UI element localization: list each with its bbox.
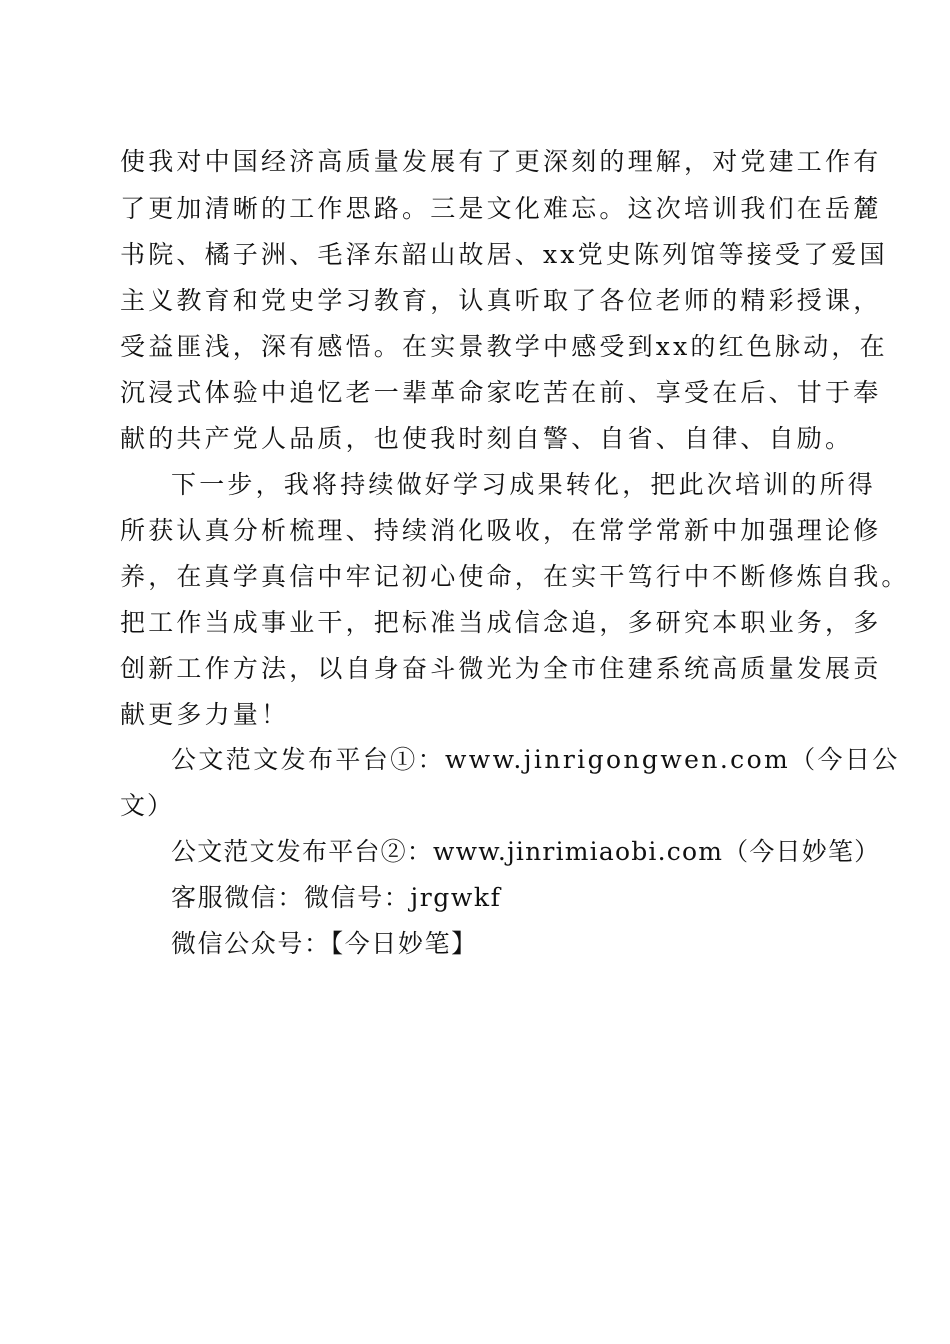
paragraph-start-line: 下一步，我将持续做好学习成果转化，把此次培训的所得 bbox=[171, 470, 877, 499]
body-text-line: 养，在真学真信中牢记初心使命，在实干笃行中不断修炼自我。 bbox=[120, 562, 910, 591]
platform-1-line-continued: 文） bbox=[120, 791, 175, 820]
service-wechat-line: 客服微信：微信号：jrgwkf bbox=[171, 883, 502, 912]
body-text-line: 书院、橘子洲、毛泽东韶山故居、xx党史陈列馆等接受了爱国 bbox=[120, 240, 888, 269]
body-text-line: 了更加清晰的工作思路。三是文化难忘。这次培训我们在岳麓 bbox=[120, 194, 882, 223]
body-text-line: 沉浸式体验中追忆老一辈革命家吃苦在前、享受在后、甘于奉 bbox=[120, 378, 882, 407]
official-account-line: 微信公众号：【今日妙笔】 bbox=[171, 929, 478, 958]
body-text-line: 受益匪浅，深有感悟。在实景教学中感受到xx的红色脉动，在 bbox=[120, 332, 888, 361]
body-text-line: 使我对中国经济高质量发展有了更深刻的理解，对党建工作有 bbox=[120, 147, 882, 176]
body-text-line: 献更多力量！ bbox=[120, 700, 290, 729]
body-text-line: 所获认真分析梳理、持续消化吸收，在常学常新中加强理论修 bbox=[120, 516, 882, 545]
body-text-line: 把工作当成事业干，把标准当成信念追，多研究本职业务，多 bbox=[120, 608, 882, 637]
platform-1-line: 公文范文发布平台①：www.jinrigongwen.com（今日公 bbox=[171, 745, 900, 774]
platform-2-line: 公文范文发布平台②：www.jinrimiaobi.com（今日妙笔） bbox=[171, 837, 881, 866]
body-text-line: 献的共产党人品质，也使我时刻自警、自省、自律、自励。 bbox=[120, 424, 854, 453]
body-text-line: 主义教育和党史学习教育，认真听取了各位老师的精彩授课， bbox=[120, 286, 882, 315]
body-text-line: 创新工作方法，以自身奋斗微光为全市住建系统高质量发展贡 bbox=[120, 654, 882, 683]
